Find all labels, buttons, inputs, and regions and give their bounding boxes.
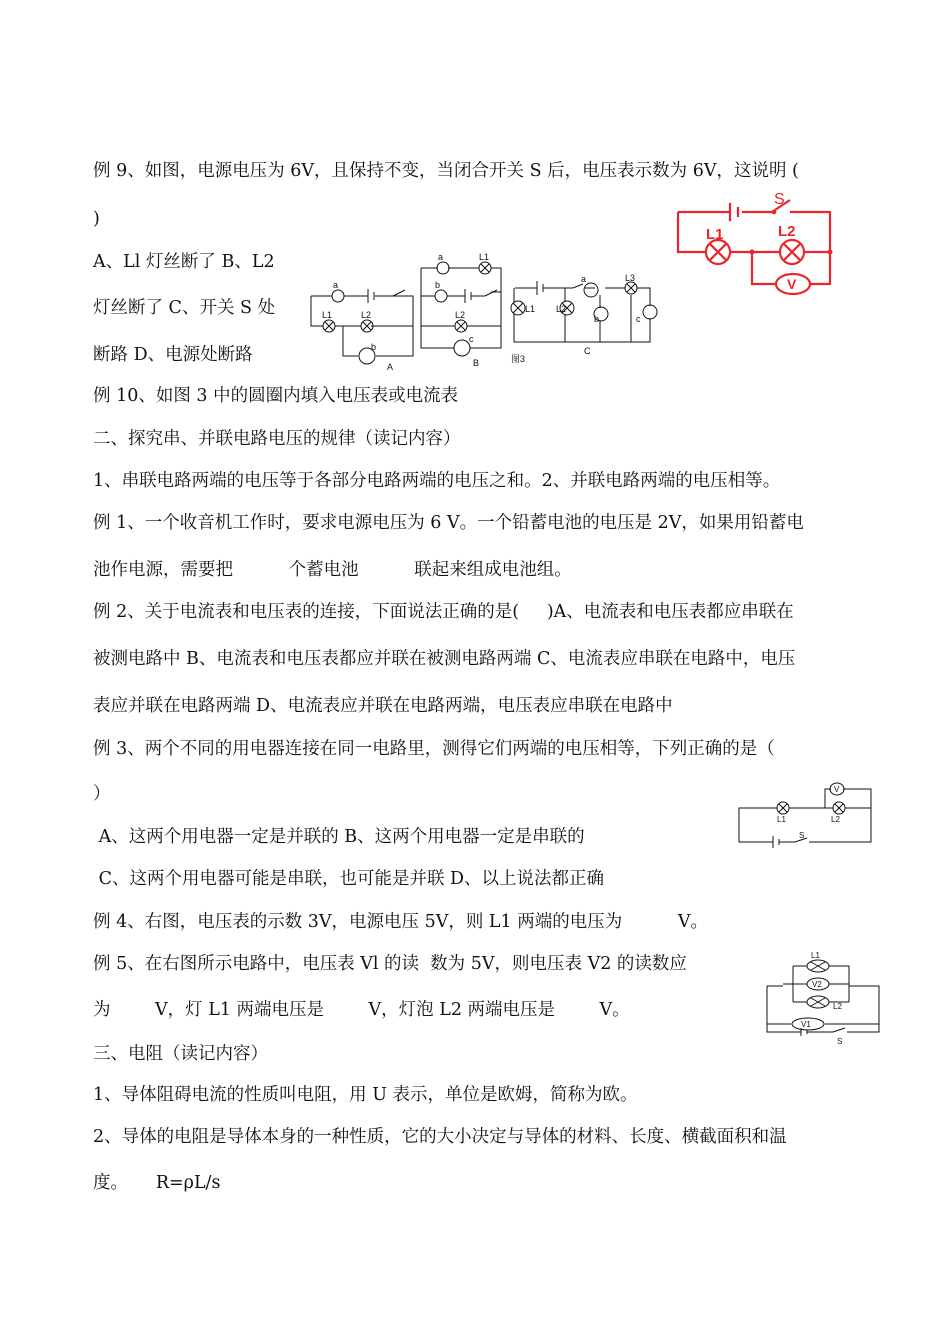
example-2-options: 被测电路中 B、电流表和电压表都应并联在被测电路两端 C、电流表应串联在电路中，电压 <box>93 649 796 669</box>
fig3-caption-a: A <box>387 362 394 372</box>
example-9-option-cd: 断路 D、电源处断路 <box>93 345 253 365</box>
fig3-b-lamp-l1: L1 <box>479 252 490 262</box>
circuit-figure-example-9 <box>672 190 848 302</box>
ex5-switch-label: S <box>837 1037 843 1046</box>
fig3-b-meter-a: a <box>438 252 444 262</box>
fig3-a-meter-b: b <box>371 342 377 352</box>
fig3-c-lamp-l3: L3 <box>625 273 636 283</box>
section-2-heading: 二、探究串、并联电路电压的规律（读记内容） <box>93 429 461 449</box>
ex5-voltmeter-v1-label: V1 <box>801 1020 811 1029</box>
ex4-switch-label: S <box>799 831 805 840</box>
example-3-question: 例 3、两个不同的用电器连接在同一电路里，测得它们两端的电压相等，下列正确的是（ <box>93 739 775 759</box>
fig3-caption: 图3 <box>511 354 526 364</box>
example-3-options-ab: A、这两个用电器一定是并联的 B、这两个用电器一定是串联的 <box>93 827 585 847</box>
example-3-options-cd: C、这两个用电器可能是串联，也可能是并联 D、以上说法都正确 <box>93 869 605 889</box>
switch-label: S <box>774 191 785 208</box>
example-9-bracket: ) <box>93 209 100 229</box>
example-9-option-b: 灯丝断了 C、开关 S 处 <box>93 298 276 318</box>
example-10-question: 例 10、如图 3 中的圆圈内填入电压表或电流表 <box>93 386 459 406</box>
resistance-formula: 度。 R=ρL/s <box>93 1173 221 1193</box>
fig3-c-lamp-l2: L2 <box>556 304 567 314</box>
resistance-definition: 1、导体阻碍电流的性质叫电阻，用 U 表示，单位是欧姆，简称为欧。 <box>93 1085 638 1105</box>
example-9-option-a: A、Ll 灯丝断了 B、L2 <box>93 252 275 272</box>
example-9-question: 例 9、如图，电源电压为 6V，且保持不变，当闭合开关 S 后，电压表示数为 6V，这说明 ( <box>93 161 799 181</box>
example-4-question: 例 4、右图，电压表的示数 3V，电源电压 5V，则 L1 两端的电压为 V。 <box>93 912 709 932</box>
rule-voltage: 1、串联电路两端的电压等于各部分电路两端的电压之和。2、并联电路两端的电压相等。 <box>93 471 781 491</box>
fig3-b-lamp-l2: L2 <box>455 310 466 320</box>
ex5-lamp-l1-label: L1 <box>811 951 820 960</box>
fig3-c-lamp-l1: L1 <box>525 304 536 314</box>
example-2-options-cont: 表应并联在电路两端 D、电流表应并联在电路两端，电压表应串联在电路中 <box>93 696 673 716</box>
fig3-a-lamp-l2: L2 <box>361 310 372 320</box>
fig3-caption-c: C <box>584 346 591 356</box>
fig3-a-lamp-l1: L1 <box>322 310 333 320</box>
circuit-figure-3 <box>305 248 665 372</box>
ex4-lamp-l1-label: L1 <box>777 815 786 824</box>
circuit-figure-example-4 <box>735 778 877 850</box>
lamp-l1-label: L1 <box>706 226 724 243</box>
fig3-a-meter-a: a <box>333 280 339 290</box>
fig3-caption-b: B <box>473 358 480 368</box>
example-1-question: 例 1、一个收音机工作时，要求电源电压为 6 V。一个铅蓄电池的电压是 2V，如果用铅蓄电 <box>93 513 804 533</box>
voltmeter-label: V <box>787 276 797 292</box>
example-5-blanks: 为 V，灯 L1 两端电压是 V，灯泡 L2 两端电压是 V。 <box>93 1000 630 1020</box>
section-3-heading: 三、电阻（读记内容） <box>93 1044 268 1064</box>
circuit-figure-example-5 <box>763 946 885 1046</box>
fig3-b-meter-c: c <box>469 334 474 344</box>
resistance-factors: 2、导体的电阻是导体本身的一种性质，它的大小决定与导体的材料、长度、横截面积和温 <box>93 1127 787 1147</box>
fig3-c-meter-a: a <box>581 274 587 284</box>
ex5-voltmeter-v2-label: V2 <box>812 980 822 989</box>
ex4-voltmeter-label: V <box>834 785 840 794</box>
example-3-bracket: ） <box>93 784 111 804</box>
lamp-l2-label: L2 <box>778 223 796 240</box>
fig3-c-meter-b: b <box>594 314 600 324</box>
ex5-lamp-l2-label: L2 <box>833 1002 842 1011</box>
example-1-blanks: 池作电源，需要把 个蓄电池 联起来组成电池组。 <box>93 560 572 580</box>
fig3-c-meter-c: c <box>636 314 641 324</box>
example-5-question: 例 5、在右图所示电路中，电压表 Vl 的读 数为 5V，则电压表 V2 的读数应 <box>93 954 687 974</box>
fig3-b-meter-b: b <box>435 280 441 290</box>
example-2-question: 例 2、关于电流表和电压表的连接，下面说法正确的是( )A、电流表和电压表都应串联在 <box>93 602 794 622</box>
ex4-lamp-l2-label: L2 <box>831 815 840 824</box>
